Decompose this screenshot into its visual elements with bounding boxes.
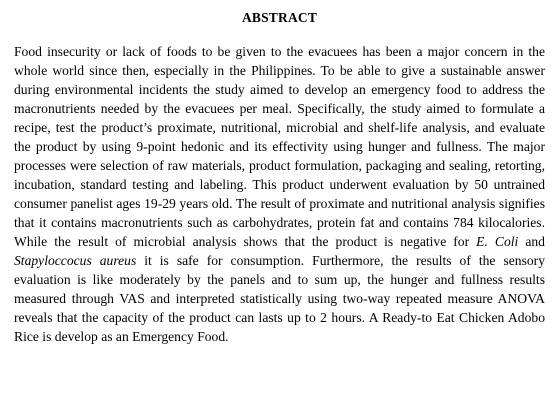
abstract-text-part-1: Food insecurity or lack of foods to be given to the evacuees has been a major concern in the whole world since then, especially in the Philippines. To be able to give a sustainable answer during environmental incidents the study aimed to develop an emergency food to address the macronutrients needed by the evacuees per meal. Specifically, the study aimed to formulate a recipe, test the product’s proximate, nutritional, microbial and shelf-life analysis, and evaluate the product by using 9-point hedonic and its effectivity using hunger and fullness. The major processes were selection of raw materials, product formulation, packaging and sealing, retorting, incubation, standard testing and labeling. This product underwent evaluation by 50 untrained consumer panelist ages 19-29 years old. The result of proximate and nutritional analysis signifies that it contains macronutrients such as carbohydrates, protein fat and contains 784 kilocalories. While the result of microbial analysis shows that the product is negative for: [14, 44, 545, 249]
organism-name-e-coli: E. Coli: [476, 234, 519, 249]
abstract-text-part-3: it is safe for consumption. Furthermore, the results of the sensory evaluation is like moderately by the panels and to sum up, the hunger and fullness results measured through VAS and interpreted statistically using two-way repeated measure ANOVA reveals that the capacity of the product can lasts up to 2 hours. A Ready-to Eat Chicken Adobo Rice is develop as an Emergency Food.: [14, 253, 545, 344]
abstract-text-part-2: and: [518, 234, 545, 249]
abstract-heading: ABSTRACT: [241, 10, 318, 25]
organism-name-staphylococcus: Stapyloccocus aureus: [14, 253, 137, 268]
abstract-body: [14, 42, 545, 346]
abstract-page: [14, 8, 545, 346]
